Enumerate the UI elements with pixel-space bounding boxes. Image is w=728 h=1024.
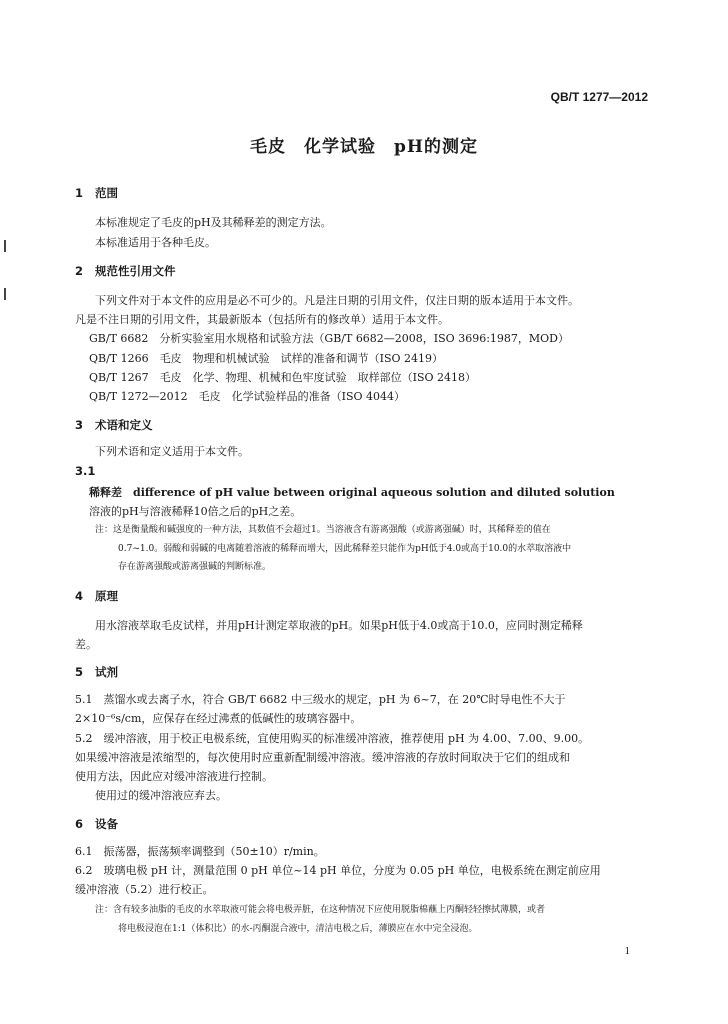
section-heading-principle: [75, 588, 118, 604]
note: 将电极浸泡在1:1（体积比）的水-丙酮混合液中，清洁电极之后，薄膜应在水中完全浸泡。: [118, 924, 478, 934]
reference-item: QB/T 1267 毛皮 化学、物理、机械和色牢度试验 取样部位（ISO 2418）: [89, 371, 477, 384]
clause: 如果缓冲溶液是浓缩型的，每次使用时应重新配制缓冲溶液。缓冲溶液的存放时间取决于它们的组成和: [75, 751, 570, 764]
note: 注：含有较多油脂的毛皮的水萃取液可能会将电极弄脏，在这种情况下应使用脱脂棉蘸上丙酮轻轻擦拭薄膜，或者: [95, 905, 546, 915]
note: 0.7~1.0。弱酸和弱碱的电离随着溶液的稀释而增大，因此稀释差只能作为pH低于4.0或高于10.0的水萃取溶液中: [118, 544, 572, 554]
paragraph: 本标准规定了毛皮的pH及其稀释差的测定方法。: [95, 216, 332, 229]
page-number: 1: [624, 945, 630, 957]
section-number: 1: [75, 186, 84, 200]
clause: 2×10⁻⁶s/cm，应保存在经过沸煮的低碱性的玻璃容器中。: [75, 712, 362, 725]
term-definition: 溶液的pH与溶液稀释10倍之后的pH之差。: [89, 505, 302, 518]
section-title: 规范性引用文件: [95, 264, 176, 278]
section-heading-scope: [75, 185, 118, 201]
clause: 缓冲溶液（5.2）进行校正。: [75, 883, 214, 896]
paragraph: 本标准适用于各种毛皮。: [95, 236, 216, 249]
clause: 使用过的缓冲溶液应弃去。: [95, 789, 227, 802]
scan-mark: [4, 288, 6, 300]
paragraph: 下列术语和定义适用于本文件。: [95, 445, 249, 458]
section-number: 4: [75, 589, 84, 603]
note: 存在游离强酸或游离强碱的判断标准。: [118, 562, 272, 572]
section-number: 2: [75, 264, 84, 278]
section-title: 试剂: [95, 665, 118, 679]
paragraph: 凡是不注日期的引用文件，其最新版本（包括所有的修改单）适用于本文件。: [75, 313, 449, 326]
paragraph: 用水溶液萃取毛皮试样，并用pH计测定萃取液的pH。如果pH低于4.0或高于10.0，应同时测定稀释: [95, 619, 583, 632]
section-title: 范围: [95, 186, 118, 200]
clause: 6.2 玻璃电极 pH 计，测量范围 0 pH 单位~14 pH 单位，分度为 0.05 pH 单位，电极系统在测定前应用: [75, 864, 601, 877]
section-title: 设备: [95, 817, 118, 831]
reference-item: QB/T 1266 毛皮 物理和机械试验 试样的准备和调节（ISO 2419）: [89, 352, 444, 365]
document-title: 毛皮 化学试验 pH的测定: [250, 137, 478, 157]
paragraph: 下列文件对于本文件的应用是必不可少的。凡是注日期的引用文件，仅注日期的版本适用于本文件。: [95, 294, 579, 307]
section-number: 3: [75, 418, 84, 432]
section-heading-terms: [75, 417, 153, 433]
clause: 使用方法，因此应对缓冲溶液进行控制。: [75, 770, 273, 783]
section-heading-reagents: [75, 664, 118, 680]
term-number: 3.1: [75, 464, 96, 478]
scan-mark: [4, 240, 6, 252]
standard-number: QB/T 1277—2012: [550, 90, 648, 104]
clause: 5.1 蒸馏水或去离子水，符合 GB/T 6682 中三级水的规定，pH 为 6~7，在 20℃时导电性不大于: [75, 693, 566, 706]
clause: 5.2 缓冲溶液，用于校正电极系统，宜使用购买的标准缓冲溶液，推荐使用 pH 为 4.00、7.00、9.00。: [75, 732, 590, 745]
section-number: 5: [75, 665, 84, 679]
section-number: 6: [75, 817, 84, 831]
section-heading-references: [75, 263, 176, 279]
note: 注：这是衡量酸和碱强度的一种方法，其数值不会超过1。当溶液含有游离强酸（或游离强碱）时，其稀释差的值在: [95, 525, 551, 535]
section-title: 术语和定义: [95, 418, 153, 432]
section-heading-apparatus: [75, 816, 118, 832]
reference-item: GB/T 6682 分析实验室用水规格和试验方法（GB/T 6682—2008，ISO 3696:1987，MOD）: [89, 332, 569, 345]
term-title: 稀释差 difference of pH value between original aqueous solution and diluted solution: [89, 486, 615, 499]
section-title: 原理: [95, 589, 118, 603]
reference-item: QB/T 1272—2012 毛皮 化学试验样品的准备（ISO 4044）: [89, 390, 406, 403]
paragraph: 差。: [75, 638, 97, 651]
clause: 6.1 振荡器，振荡频率调整到（50±10）r/min。: [75, 845, 325, 858]
